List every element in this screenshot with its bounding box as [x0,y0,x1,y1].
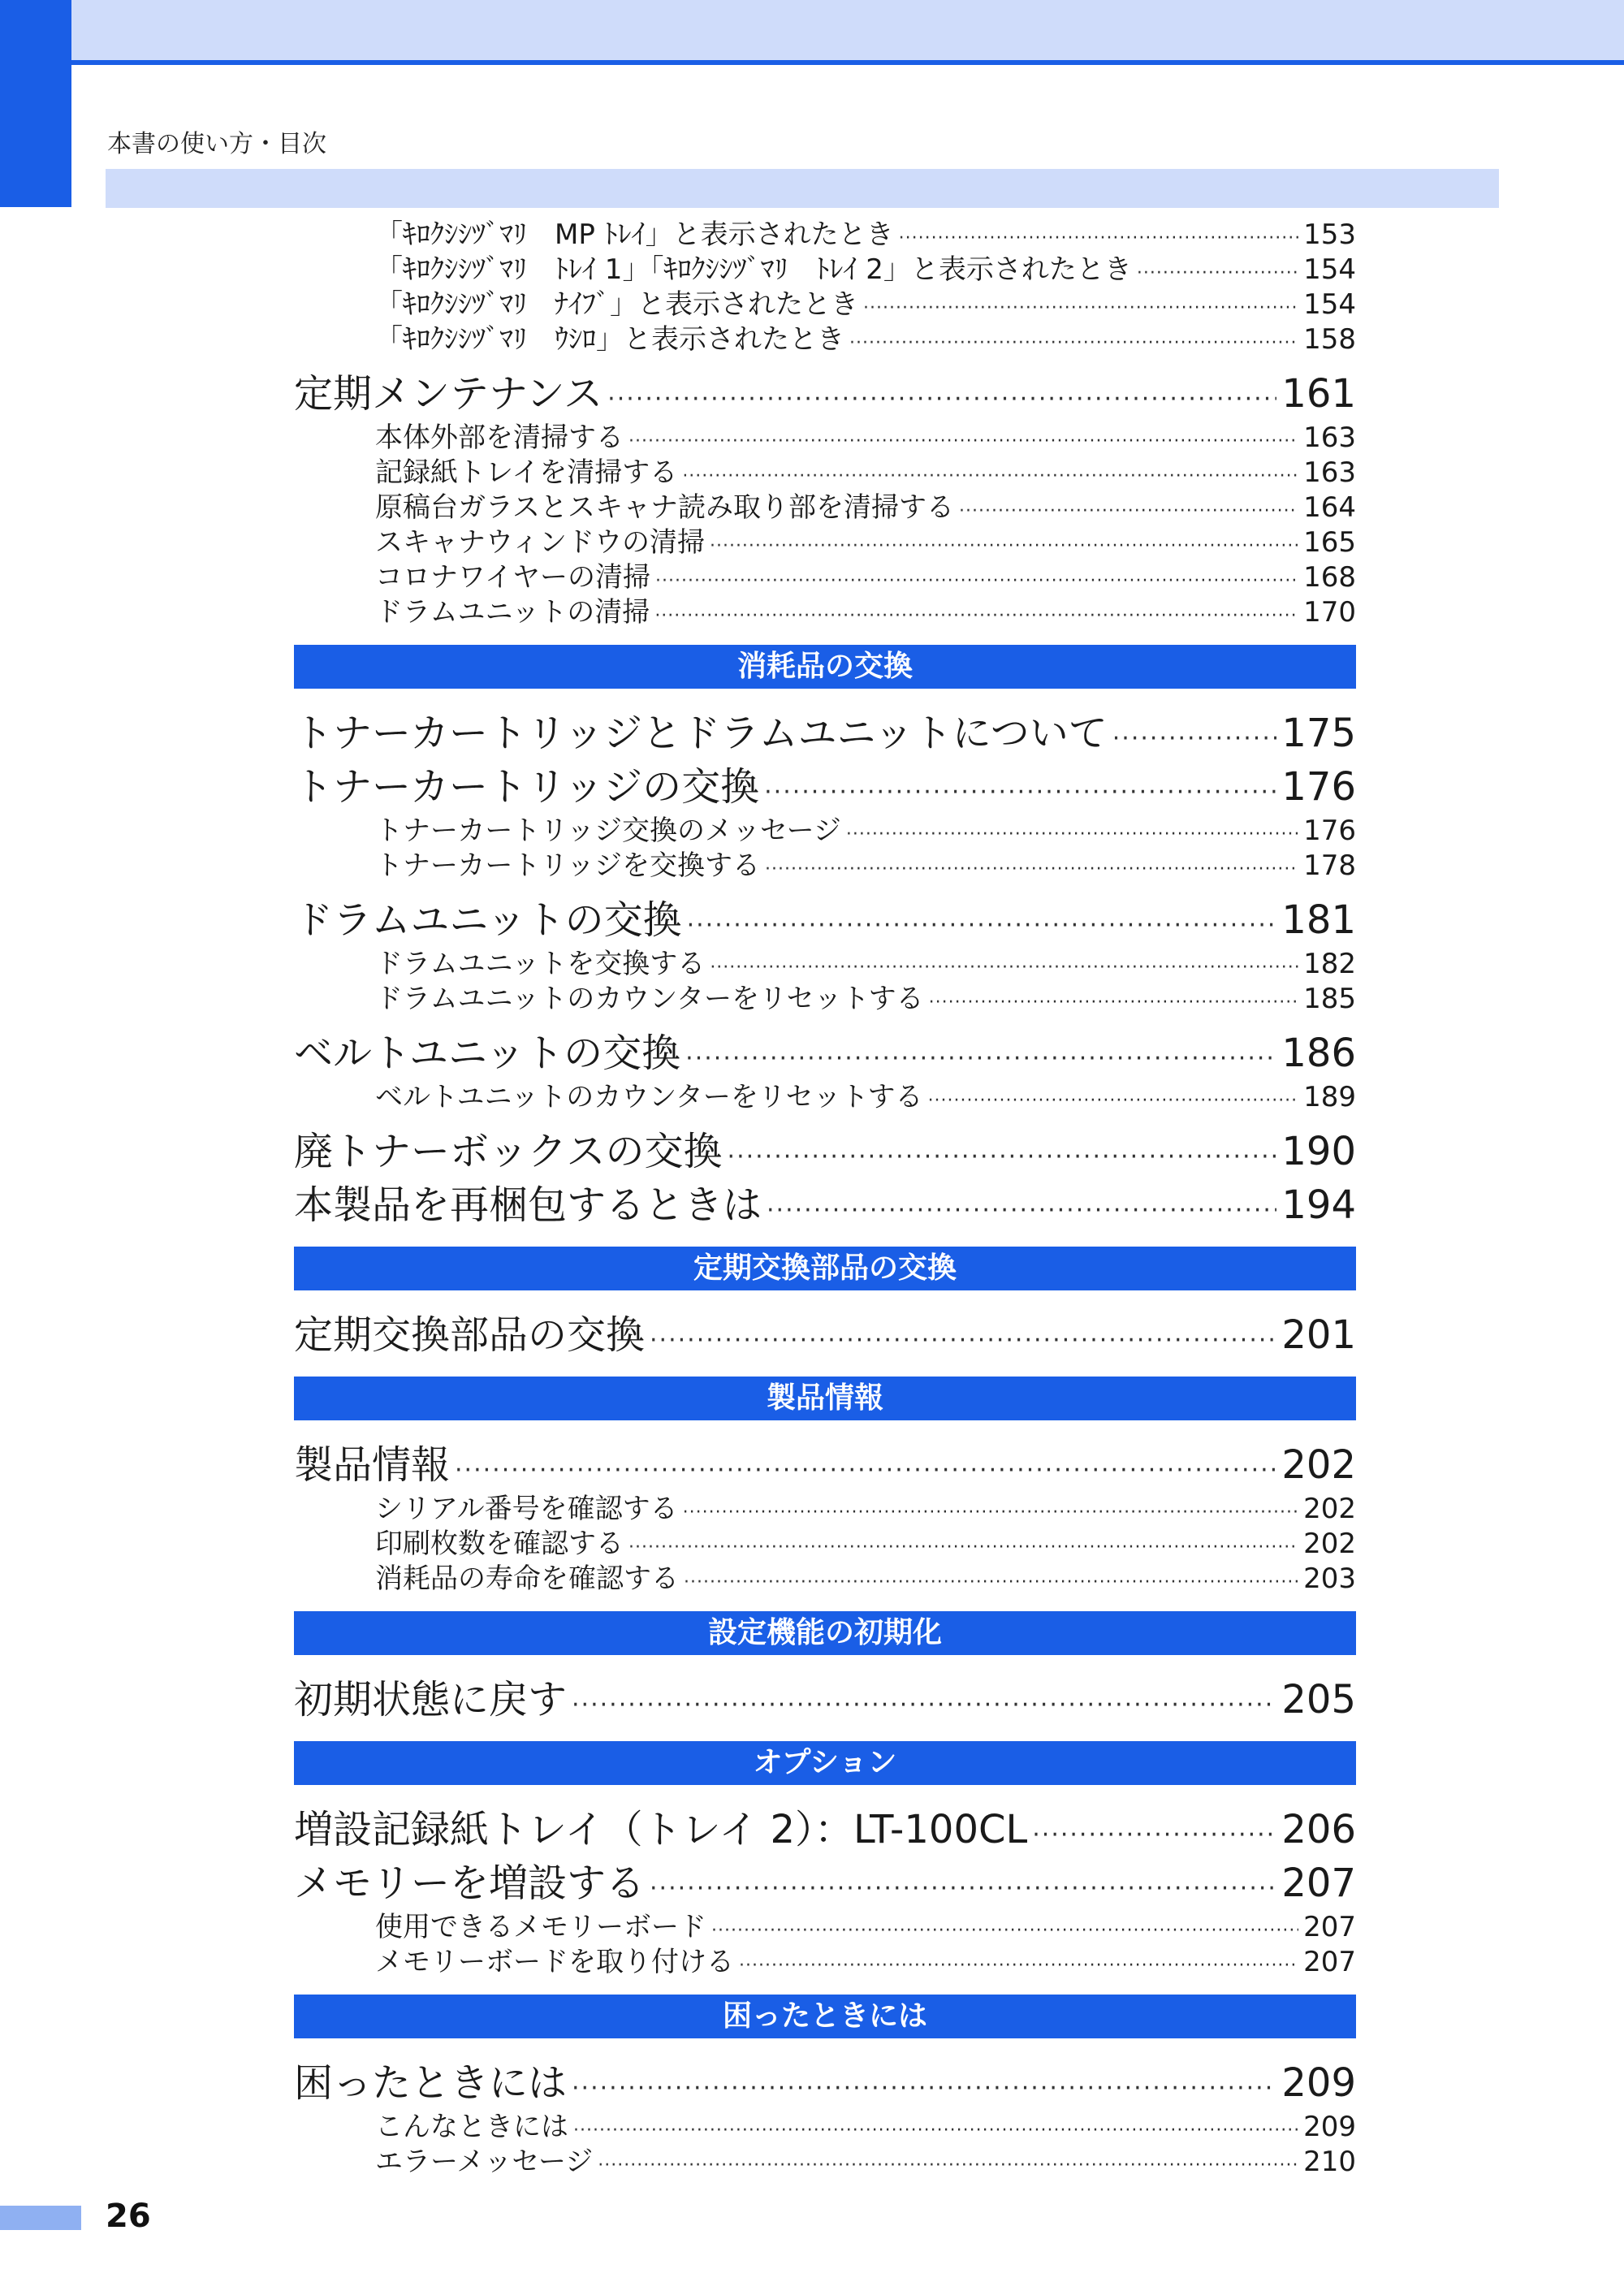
toc-dot-leader [728,1130,1277,1184]
toc-entry-page: 154 [1303,253,1356,286]
toc-dot-leader [863,291,1298,326]
toc-entry-page: 176 [1303,815,1356,847]
toc-entry-sub[interactable] [294,1080,1356,1115]
toc-dot-leader [607,373,1276,426]
toc-dot-leader [959,494,1298,529]
toc-dot-leader [650,1862,1276,1916]
toc-entry-page: 202 [1281,1442,1356,1488]
toc-entry-sub[interactable] [294,421,1356,456]
toc-entry-title: ベルトユニットのカウンターをリセットする [375,1081,923,1113]
toc-dot-leader [573,2113,1298,2148]
toc-entry-page: 209 [1281,2060,1356,2106]
toc-entry-page: 206 [1281,1807,1356,1852]
toc-dot-leader [711,1913,1298,1948]
toc-entry-page: 181 [1281,897,1356,943]
toc-entry-page: 168 [1303,561,1356,594]
toc-entry-page: 176 [1281,764,1356,810]
toc-entry-title: 本製品を再梱包するときは [294,1182,762,1228]
toc-dot-leader [628,424,1298,459]
toc-entry-sub[interactable] [294,218,1356,253]
toc-entry-title: メモリーボードを取り付ける [375,1946,734,1978]
toc-entry-title: 困ったときには [294,2060,568,2106]
toc-entry-sub[interactable] [294,2145,1356,2180]
toc-entry-page: 201 [1281,1312,1356,1358]
toc-dot-leader [598,2148,1298,2183]
toc-entry-title: ドラムユニットの清掃 [375,596,650,629]
toc-dot-leader [929,985,1299,1020]
toc-dot-leader [710,529,1298,564]
toc-entry-page: 153 [1303,218,1356,251]
toc-dot-leader [1137,256,1298,291]
toc-entry-page: 186 [1281,1031,1356,1076]
toc-entry-title: スキャナウィンドウの清掃 [375,526,705,559]
toc-entry-title: ドラムユニットのカウンターをリセットする [375,983,924,1015]
toc-entry-sub[interactable] [294,1527,1356,1562]
toc-entry-page: 158 [1303,323,1356,356]
toc-entry-page: 207 [1281,1861,1356,1906]
toc-entry-title: 製品情報 [294,1442,451,1488]
toc-dot-leader [764,766,1276,819]
toc-entry-sub[interactable] [294,525,1356,560]
toc-entry-title: 記録紙トレイを清掃する [375,456,678,489]
toc-entry-title: 廃トナーボックスの交換 [294,1129,723,1174]
toc-entry-main[interactable] [294,1178,1356,1232]
toc-dot-leader [849,326,1298,361]
toc-entry-sub[interactable] [294,1492,1356,1527]
toc-section-heading: 困ったときには [294,1995,1356,2038]
toc-dot-leader [767,1184,1276,1238]
toc-dot-leader [687,899,1277,953]
toc-dot-leader [682,459,1298,494]
toc-entry-title: 「ｷﾛｸｼｼﾂﾞﾏﾘ MP ﾄﾚｲ」と表示されたとき [375,218,894,251]
toc-dot-leader [739,1948,1298,1983]
toc-entry-sub[interactable] [294,1910,1356,1945]
header-strip [106,169,1499,208]
toc-entry-title: 「ｷﾛｸｼｼﾂﾞﾏﾘ ﾄﾚｲ 1」「ｷﾛｸｼｼﾂﾞﾏﾘ ﾄﾚｲ 2」と表示されたとき [375,253,1132,286]
chapter-label: 本書の使い方・目次 [107,130,326,158]
page-number: 26 [106,2198,151,2235]
toc-entry-sub[interactable] [294,849,1356,884]
toc-entry-page: 165 [1303,526,1356,559]
toc-entry-title: ドラムユニットの交換 [294,897,682,943]
toc-entry-title: 使用できるメモリーボード [375,1911,706,1943]
header-rule [71,60,1624,65]
toc-entry-page: 182 [1303,948,1356,980]
toc-entry-page: 178 [1303,849,1356,882]
toc-section-heading: 設定機能の初期化 [294,1611,1356,1655]
toc-entry-main[interactable] [294,1438,1356,1492]
toc-entry-main[interactable] [294,893,1356,947]
toc-entry-page: 202 [1303,1493,1356,1525]
toc-dot-leader [1112,712,1277,766]
toc-entry-title: トナーカートリッジの交換 [294,764,760,810]
toc-entry-title: 消耗品の寿命を確認する [375,1562,679,1595]
toc-entry-main[interactable] [294,1856,1356,1910]
toc-entry-sub[interactable] [294,491,1356,525]
toc-entry-sub[interactable] [294,814,1356,849]
toc-dot-leader [846,817,1298,852]
toc-entry-title: コロナワイヤーの清掃 [375,561,650,594]
toc-dot-leader [654,599,1298,633]
toc-section-heading: オプション [294,1741,1356,1785]
toc-dot-leader [765,852,1298,887]
toc-entry-page: 194 [1281,1182,1356,1228]
toc-dot-leader [655,564,1298,599]
toc-entry-main[interactable] [294,1673,1356,1727]
toc-entry-title: 定期メンテナンス [294,371,603,417]
toc-dot-leader [1032,1809,1276,1862]
toc-entry-page: 190 [1281,1129,1356,1174]
toc-entry-title: メモリーを増設する [294,1861,646,1906]
toc-entry-title: 増設記録紙トレイ（トレイ 2）：LT-100CL [294,1807,1028,1852]
toc-entry-sub[interactable] [294,560,1356,595]
toc-entry-title: 定期交換部品の交換 [294,1312,646,1358]
toc-dot-leader [650,1314,1276,1368]
toc-dot-leader [710,950,1298,985]
toc-dot-leader [572,1679,1276,1732]
toc-entry-sub[interactable] [294,1562,1356,1597]
toc-entry-sub[interactable] [294,456,1356,491]
toc-entry-main[interactable] [294,1803,1356,1856]
toc-entry-title: トナーカートリッジとドラムユニットについて [294,711,1108,756]
header-band [71,0,1624,63]
toc-section-heading: 定期交換部品の交換 [294,1247,1356,1290]
toc-entry-sub[interactable] [294,595,1356,630]
toc-entry-main[interactable] [294,707,1356,760]
toc-entry-title: 印刷枚数を確認する [375,1528,624,1560]
toc-dot-leader [572,2062,1276,2116]
toc-entry-title: エラーメッセージ [375,2146,594,2178]
toc-entry-page: 175 [1281,711,1356,756]
toc-entry-title: トナーカートリッジを交換する [375,849,760,882]
toc-entry-page: 170 [1303,596,1356,629]
toc-entry-page: 205 [1281,1677,1356,1722]
toc-section-heading: 製品情報 [294,1377,1356,1420]
toc-entry-title: 原稿台ガラスとスキャナ読み取り部を清掃する [375,491,954,524]
toc-dot-leader [628,1530,1298,1565]
toc-entry-page: 209 [1303,2111,1356,2143]
toc-entry-sub[interactable] [294,287,1356,322]
toc-entry-sub[interactable] [294,947,1356,982]
toc-entry-main[interactable] [294,1308,1356,1362]
toc-entry-page: 154 [1303,288,1356,321]
toc-entry-main[interactable] [294,1125,1356,1178]
toc-dot-leader [684,1565,1298,1600]
toc-entry-title: こんなときには [375,2111,568,2143]
toc-entry-sub[interactable] [294,2110,1356,2145]
toc-entry-sub[interactable] [294,1945,1356,1980]
toc-entry-page: 189 [1303,1081,1356,1113]
toc-dot-leader [928,1083,1299,1118]
toc-entry-main[interactable] [294,1026,1356,1080]
toc-entry-title: 「ｷﾛｸｼｼﾂﾞﾏﾘ ｳｼﾛ」と表示されたとき [375,323,844,356]
toc-entry-title: ベルトユニットの交換 [294,1031,681,1076]
toc-entry-sub[interactable] [294,322,1356,357]
toc-entry-page: 163 [1303,456,1356,489]
toc-entry-page: 210 [1303,2146,1356,2178]
toc-entry-title: 「ｷﾛｸｼｼﾂﾞﾏﾘ ﾅｲﾌﾞ」と表示されたとき [375,288,858,321]
toc-entry-title: トナーカートリッジ交換のメッセージ [375,815,841,847]
table-of-contents [294,218,1356,2180]
toc-entry-main[interactable] [294,367,1356,421]
toc-entry-page: 207 [1303,1911,1356,1943]
toc-entry-page: 161 [1281,371,1356,417]
toc-dot-leader [683,1495,1298,1530]
toc-entry-title: シリアル番号を確認する [375,1493,678,1525]
toc-dot-leader [455,1444,1276,1498]
toc-entry-sub[interactable] [294,253,1356,287]
toc-entry-page: 203 [1303,1562,1356,1595]
toc-entry-title: 初期状態に戻す [294,1677,568,1722]
toc-entry-page: 207 [1303,1946,1356,1978]
toc-dot-leader [685,1032,1276,1086]
footer-tab [0,2206,81,2230]
toc-entry-title: 本体外部を清掃する [375,421,624,454]
toc-entry-main[interactable] [294,2056,1356,2110]
toc-dot-leader [899,221,1298,256]
toc-entry-page: 185 [1303,983,1356,1015]
toc-section-heading: 消耗品の交換 [294,645,1356,689]
toc-entry-page: 163 [1303,421,1356,454]
toc-entry-page: 164 [1303,491,1356,524]
toc-entry-title: ドラムユニットを交換する [375,948,706,980]
chapter-side-tab [0,0,71,207]
toc-entry-sub[interactable] [294,982,1356,1017]
toc-entry-page: 202 [1303,1528,1356,1560]
toc-entry-main[interactable] [294,760,1356,814]
